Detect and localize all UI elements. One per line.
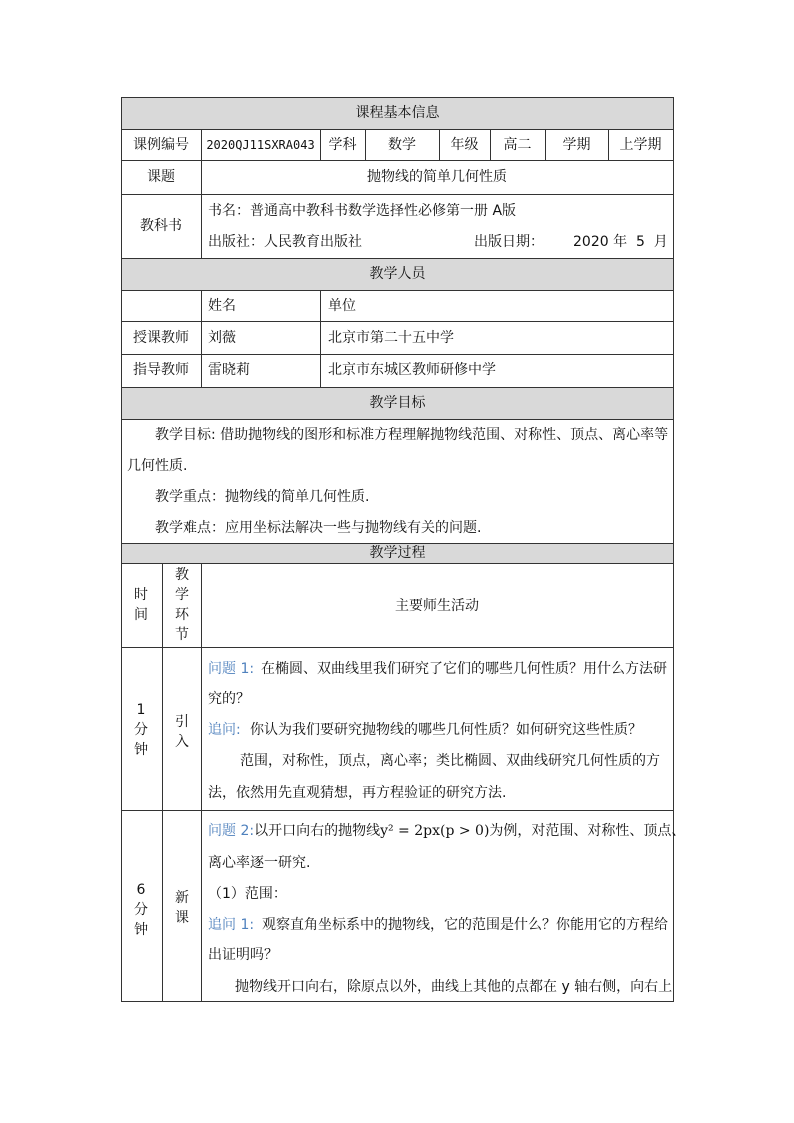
question-2-line bbox=[208, 822, 685, 840]
row1-time: 1分钟 bbox=[134, 702, 148, 758]
answer-1-line1: 范围，对称性，顶点，离心率；类比椭圆、双曲线研究几何性质的方 bbox=[240, 753, 660, 769]
row1-stage: 引入 bbox=[175, 714, 189, 750]
course-info-header: 课程基本信息 bbox=[355, 105, 440, 121]
question-2-label: 问题 2: bbox=[208, 823, 255, 839]
name-column-header: 姓名 bbox=[208, 298, 236, 314]
stage-column-header: 教学环节 bbox=[175, 567, 189, 643]
staff-name: 刘薇 bbox=[208, 330, 236, 346]
goal-text-line1: 教学目标: 借助抛物线的图形和标准方程理解抛物线范围、对称性、顶点、离心率等 bbox=[155, 427, 669, 443]
grade-value: 高二 bbox=[503, 137, 532, 153]
row2-stage: 新课 bbox=[175, 890, 189, 926]
follow-up-1-text: 观察直角坐标系中的抛物线，它的范围是什么？你能用它的方程给 bbox=[262, 917, 668, 933]
staff-unit: 北京市第二十五中学 bbox=[328, 330, 454, 346]
staff-name: 雷晓莉 bbox=[208, 362, 250, 378]
time-column-header: 时间 bbox=[134, 587, 148, 623]
subject-label: 学科 bbox=[328, 137, 357, 153]
course-id-label: 课例编号 bbox=[133, 137, 189, 153]
unit-column-header: 单位 bbox=[328, 298, 356, 314]
activity-column-header: 主要师生活动 bbox=[395, 598, 479, 614]
pub-date-value: 2020 年 5 月 bbox=[573, 234, 668, 250]
grade-label: 年级 bbox=[450, 137, 479, 153]
question-2-pre: 以开口向右的抛物线 bbox=[254, 823, 381, 839]
term-label: 学期 bbox=[562, 137, 591, 153]
answer-1-line2: 法，依然用先直观猜想，再方程验证的研究方法. bbox=[208, 785, 507, 801]
question-1-text: 在椭圆、双曲线里我们研究了它们的哪些几何性质？用什么方法研 bbox=[261, 661, 667, 677]
process-header: 教学过程 bbox=[369, 545, 426, 561]
follow-up-text: 你认为我们要研究抛物线的哪些几何性质？如何研究这些性质？ bbox=[250, 722, 642, 738]
staff-unit: 北京市东城区教师研修中学 bbox=[328, 362, 496, 378]
key-point-text: 教学重点：抛物线的简单几何性质. bbox=[155, 489, 370, 505]
goals-header: 教学目标 bbox=[369, 395, 426, 411]
course-id-value: 2020QJ11SXRA043 bbox=[206, 138, 315, 152]
subject-value: 数学 bbox=[388, 137, 416, 153]
textbook-label: 教科书 bbox=[140, 218, 182, 234]
goal-text-line2: 几何性质. bbox=[127, 458, 188, 474]
parabola-equation: y² = 2px(p > 0) bbox=[380, 823, 490, 839]
staff-header: 教学人员 bbox=[369, 266, 426, 282]
staff-role: 授课教师 bbox=[133, 330, 189, 346]
range-subheading: （1）范围： bbox=[208, 886, 287, 902]
follow-up-1-text-cont: 出证明吗？ bbox=[208, 947, 278, 963]
row2-time: 6分钟 bbox=[134, 882, 148, 938]
question-2-text-cont: 离心率逐一研究. bbox=[208, 855, 311, 871]
pub-date-label: 出版日期： bbox=[474, 234, 544, 250]
topic-value: 抛物线的简单几何性质 bbox=[367, 169, 507, 185]
follow-up-label: 追问: bbox=[208, 722, 241, 738]
difficulty-text: 教学难点：应用坐标法解决一些与抛物线有关的问题. bbox=[155, 520, 482, 536]
question-2-post: 为例，对范围、对称性、顶点、 bbox=[489, 823, 686, 839]
question-1-label: 问题 1: bbox=[208, 661, 255, 677]
question-1-text-cont: 究的？ bbox=[208, 691, 250, 707]
term-value: 上学期 bbox=[619, 137, 662, 153]
topic-label: 课题 bbox=[147, 169, 175, 185]
staff-role: 指导教师 bbox=[133, 362, 189, 378]
answer-2-line1: 抛物线开口向右，除原点以外，曲线上其他的点都在 y 轴右侧，向右上 bbox=[235, 979, 673, 995]
publisher: 出版社：人民教育出版社 bbox=[208, 234, 362, 250]
book-name: 书名：普通高中教科书数学选择性必修第一册 A版 bbox=[208, 203, 517, 219]
follow-up-1-label: 追问 1: bbox=[208, 917, 255, 933]
